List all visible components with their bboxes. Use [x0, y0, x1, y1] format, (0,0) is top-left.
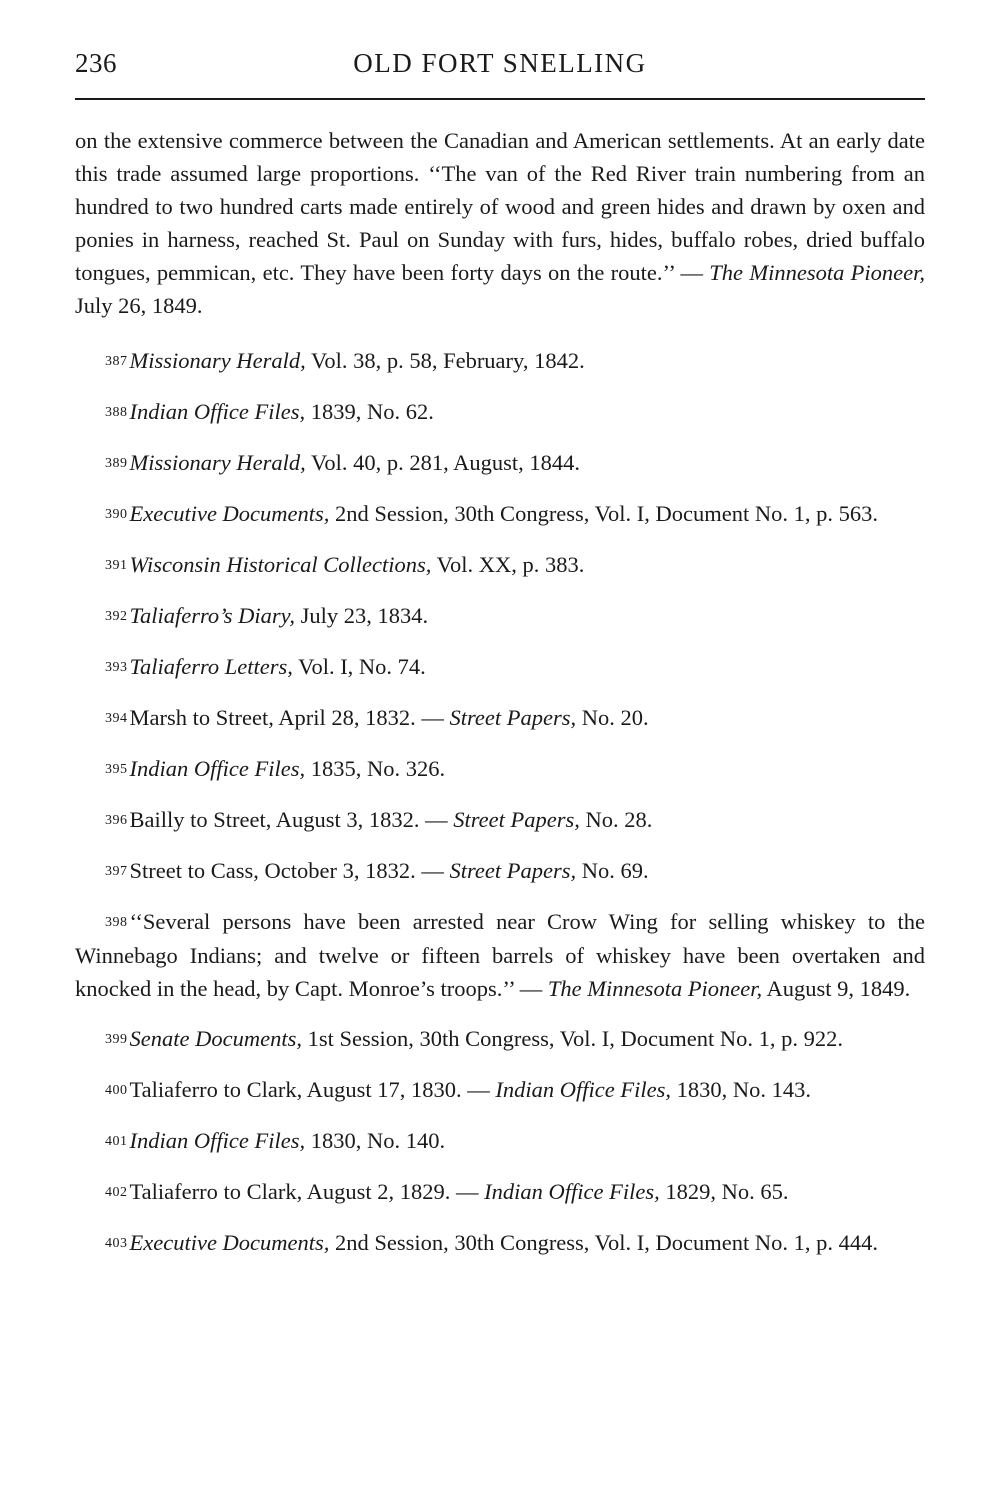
footnote-post: Vol. XX, p. 383. — [431, 552, 585, 577]
footnote-post: No. 28. — [579, 807, 653, 832]
footnote-pre: Taliaferro to Clark, August 2, 1829. — — [129, 1179, 485, 1204]
footnote-pre: ‘‘Several persons have been arrested near Crow Wing for selling whiskey to the Winnebago Indians; and twelve or fifteen barrels of whiskey have been overtaken and knocked in the head, by Capt. Monroe’s troops.’’ — — [75, 909, 925, 1001]
footnote-pre: Street to Cass, October 3, 1832. — — [129, 858, 450, 883]
running-head — [75, 48, 925, 92]
footnote-392 — [75, 599, 925, 633]
footnote-source: Indian Office Files, — [129, 1128, 306, 1153]
footnote-post: 1st Session, 30th Congress, Vol. I, Document No. 1, p. 922. — [301, 1026, 844, 1051]
footnote-post: Vol. 38, p. 58, February, 1842. — [305, 348, 585, 373]
footnote-number: 393 — [105, 660, 128, 675]
footnote-397 — [75, 854, 925, 888]
footnote-number: 397 — [105, 864, 128, 879]
footnote-post: No. 69. — [576, 858, 649, 883]
footnote-post: Vol. 40, p. 281, August, 1844. — [305, 450, 580, 475]
header-rule — [75, 98, 925, 100]
footnote-post: 2nd Session, 30th Congress, Vol. I, Document No. 1, p. 444. — [329, 1230, 878, 1255]
footnote-403 — [75, 1226, 925, 1260]
footnote-number: 390 — [105, 507, 128, 522]
footnote-number: 392 — [105, 609, 128, 624]
footnote-post: 2nd Session, 30th Congress, Vol. I, Document No. 1, p. 563. — [329, 501, 878, 526]
footnote-list — [75, 344, 925, 1260]
footnote-number: 387 — [105, 354, 128, 369]
footnote-source: Street Papers, — [449, 705, 577, 730]
footnote-source: Indian Office Files, — [484, 1179, 660, 1204]
footnote-number: 400 — [105, 1083, 128, 1098]
footnote-source: Indian Office Files, — [129, 399, 306, 424]
footnote-402 — [75, 1175, 925, 1209]
footnote-post: 1839, No. 62. — [305, 399, 434, 424]
footnote-number: 399 — [105, 1032, 128, 1047]
footnote-number: 402 — [105, 1185, 128, 1200]
continued-date: July 26, 1849. — [75, 293, 203, 318]
footnote-391 — [75, 548, 925, 582]
running-title: OLD FORT SNELLING — [353, 48, 647, 78]
footnote-396 — [75, 803, 925, 837]
footnote-post: August 9, 1849. — [762, 976, 911, 1001]
footnote-number: 389 — [105, 456, 128, 471]
footnote-394 — [75, 701, 925, 735]
footnote-number: 388 — [105, 405, 128, 420]
footnote-source: Street Papers, — [449, 858, 577, 883]
footnote-388 — [75, 395, 925, 429]
footnote-source: Senate Documents, — [129, 1026, 302, 1051]
footnote-399 — [75, 1022, 925, 1056]
continued-text: on the extensive commerce between the Canadian and American settlements. At an early date this trade assumed large proportions. ‘‘The van of the Red River train numbering from an hundred to two hundred carts made entirely of wood and green hides and drawn by oxen and ponies in harness, reached St. Paul on Sunday with furs, hides, buffalo robes, dried buffalo tongues, pemmican, etc. They have been forty days on the route.’’ — — [75, 128, 925, 285]
continued-footnote — [75, 124, 925, 322]
footnote-post: 1829, No. 65. — [659, 1179, 789, 1204]
footnote-395 — [75, 752, 925, 786]
page-number: 236 — [75, 48, 117, 78]
footnote-pre: Marsh to Street, April 28, 1832. — — [129, 705, 450, 730]
footnote-source: Taliaferro’s Diary, — [129, 603, 295, 628]
footnote-pre: Bailly to Street, August 3, 1832. — — [129, 807, 454, 832]
footnote-post: No. 20. — [576, 705, 649, 730]
footnote-source: Indian Office Files, — [495, 1077, 671, 1102]
footnote-post: July 23, 1834. — [294, 603, 429, 628]
footnote-389 — [75, 446, 925, 480]
footnote-number: 391 — [105, 558, 128, 573]
footnote-number: 401 — [105, 1134, 128, 1149]
footnote-source: Missionary Herald, — [129, 348, 306, 373]
footnote-post: 1835, No. 326. — [305, 756, 446, 781]
footnote-387 — [75, 344, 925, 378]
footnote-number: 403 — [105, 1236, 128, 1251]
footnote-398 — [75, 905, 925, 1005]
footnote-post: 1830, No. 140. — [305, 1128, 446, 1153]
footnote-source: Missionary Herald, — [129, 450, 306, 475]
footnote-401 — [75, 1124, 925, 1158]
footnote-400 — [75, 1073, 925, 1107]
footnote-source: The Minnesota Pioneer, — [547, 976, 763, 1001]
footnote-source: Indian Office Files, — [129, 756, 306, 781]
footnote-source: Wisconsin Historical Collections, — [129, 552, 432, 577]
footnote-number: 395 — [105, 762, 128, 777]
continued-source: The Minnesota Pioneer, — [709, 260, 926, 285]
footnote-source: Street Papers, — [453, 807, 580, 832]
footnote-393 — [75, 650, 925, 684]
footnote-source: Executive Documents, — [129, 1230, 330, 1255]
footnote-source: Taliaferro Letters, — [129, 654, 293, 679]
footnote-post: Vol. I, No. 74. — [292, 654, 426, 679]
footnote-post: 1830, No. 143. — [670, 1077, 811, 1102]
footnote-number: 398 — [105, 915, 128, 930]
footnote-pre: Taliaferro to Clark, August 17, 1830. — — [129, 1077, 496, 1102]
footnote-source: Executive Documents, — [129, 501, 330, 526]
footnote-number: 394 — [105, 711, 128, 726]
footnote-390 — [75, 497, 925, 531]
footnote-number: 396 — [105, 813, 128, 828]
book-page — [75, 48, 925, 1277]
